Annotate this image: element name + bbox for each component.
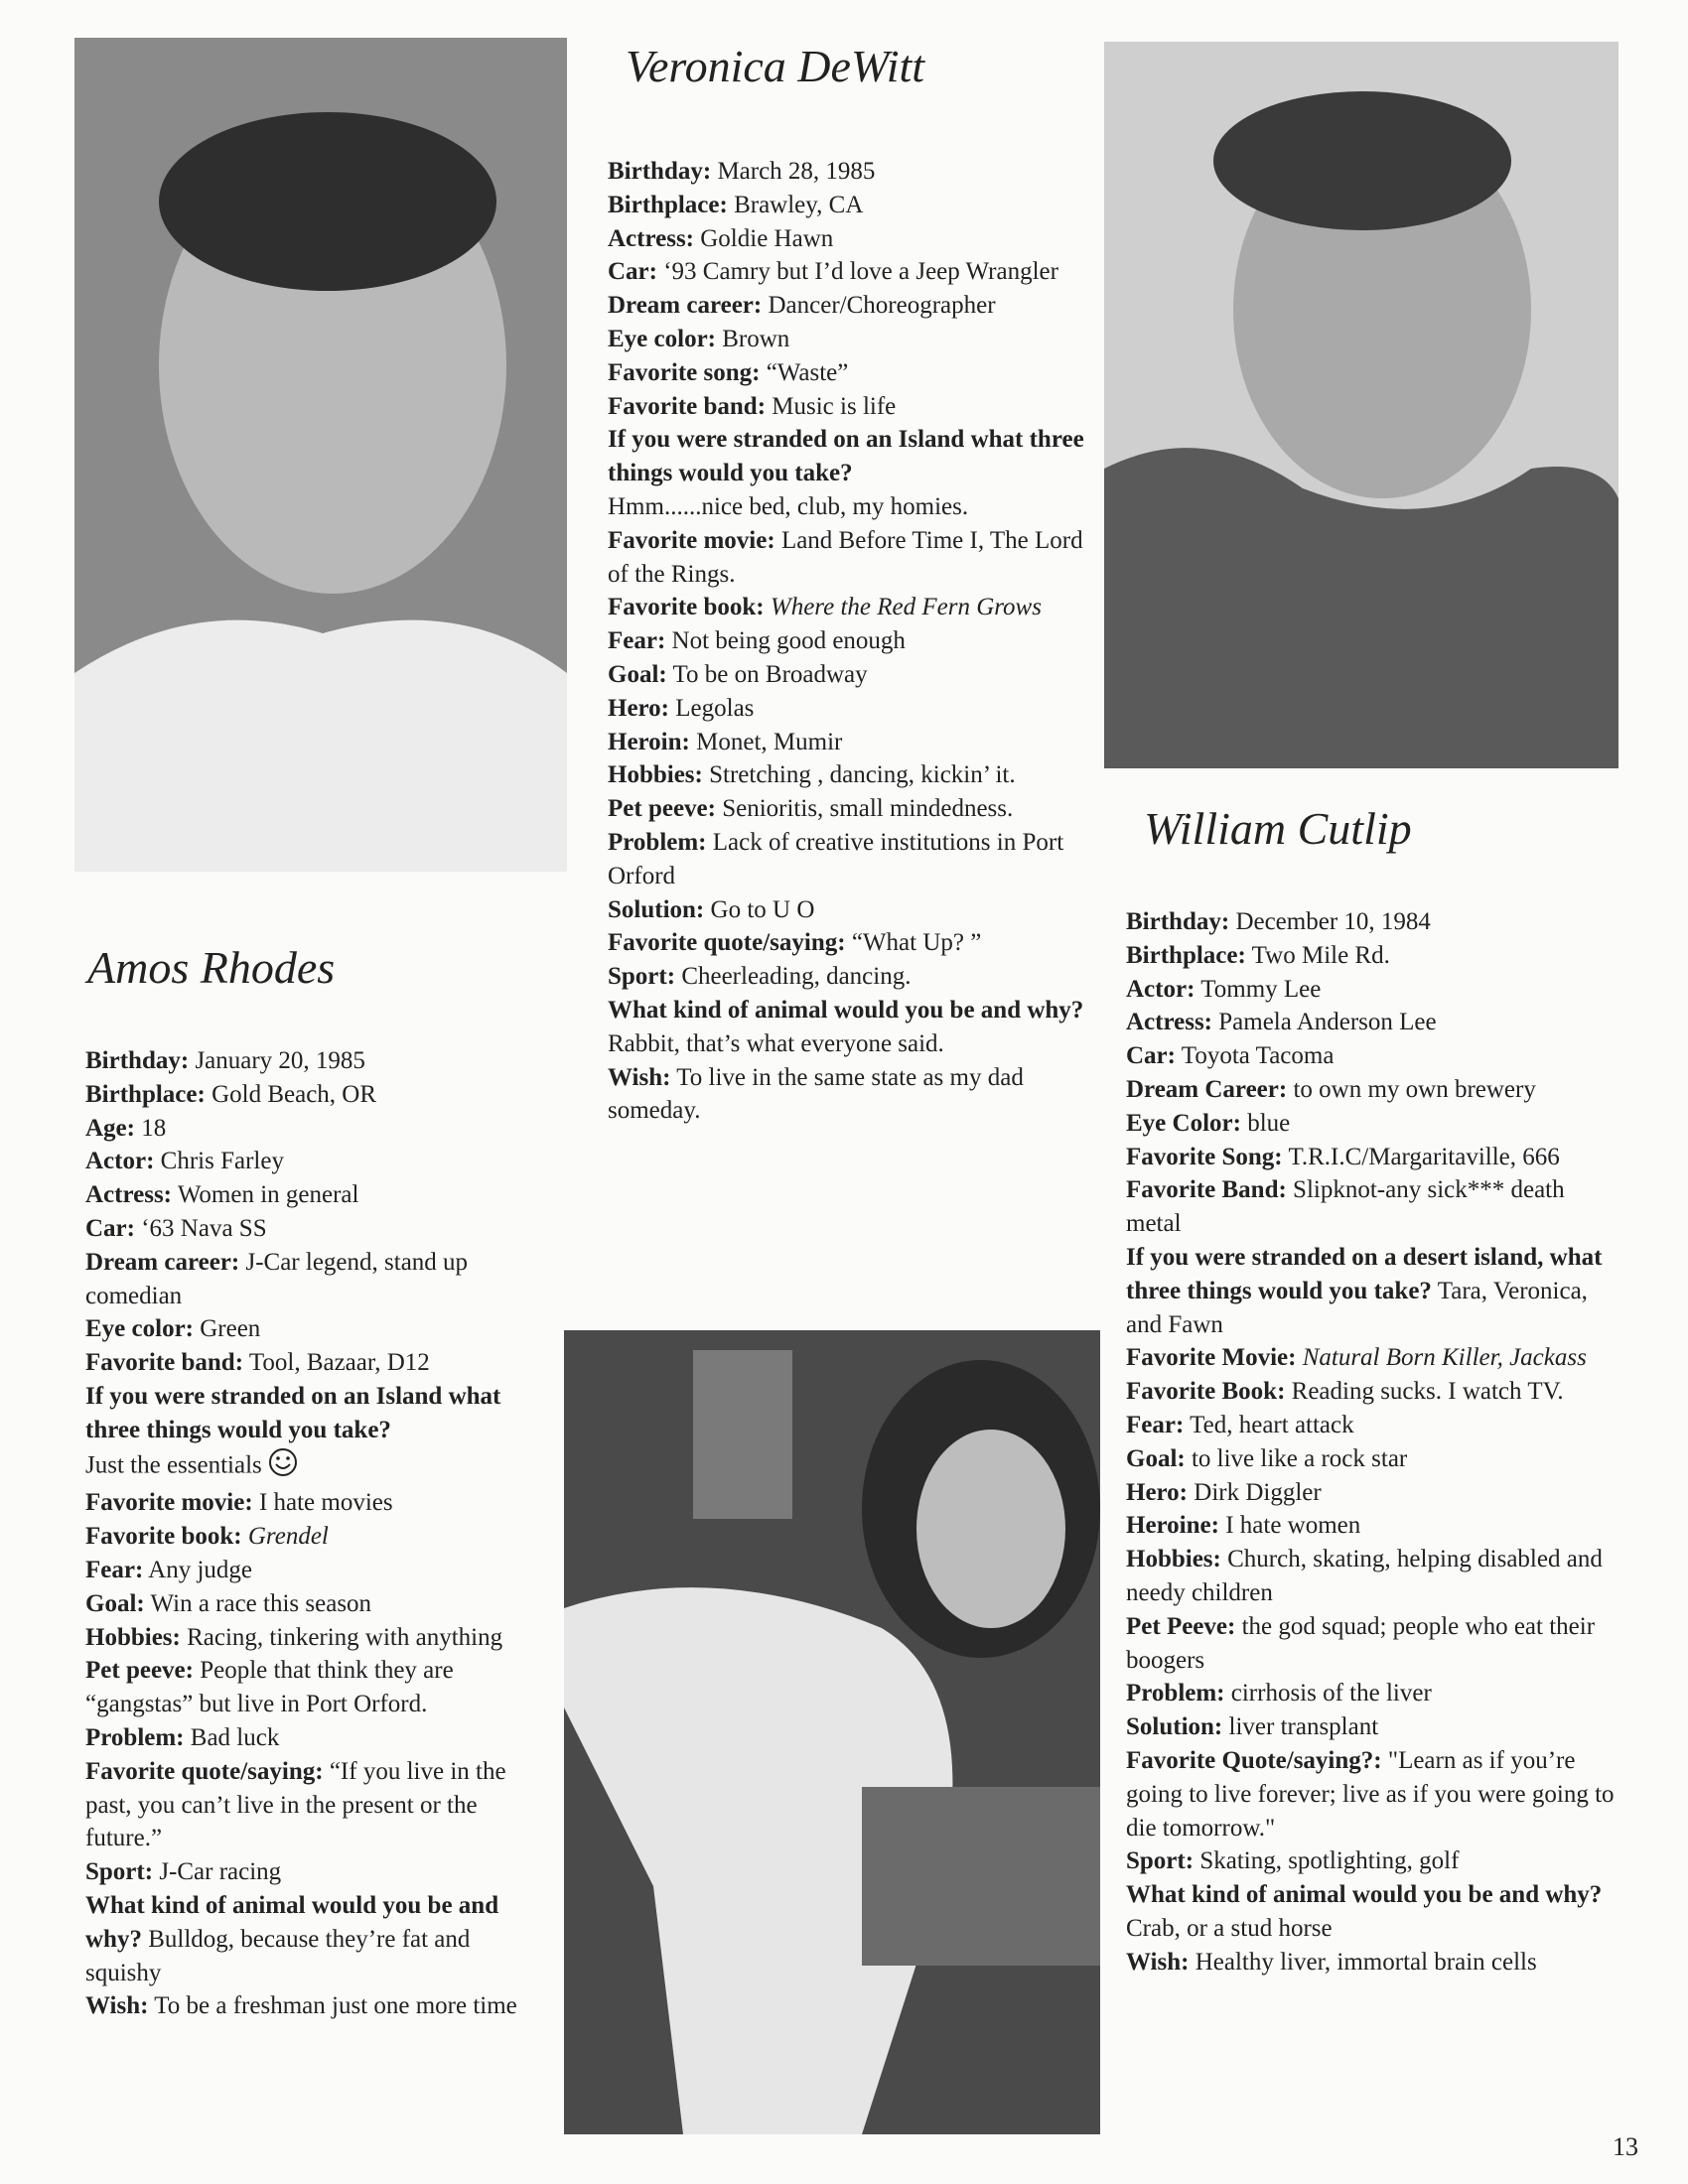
field-value: T.R.I.C/Margaritaville, 666: [1288, 1143, 1560, 1170]
field-label: Car:: [85, 1214, 135, 1242]
field-value: “Waste”: [766, 358, 849, 386]
profile-field: [608, 1061, 1084, 1129]
field-value: I hate women: [1225, 1512, 1361, 1540]
field-value: Racing, tinkering with anything: [187, 1623, 503, 1651]
field-value: Ted, heart attack: [1190, 1411, 1354, 1438]
field-value: J-Car racing: [159, 1858, 282, 1886]
field-value: Women in general: [177, 1181, 359, 1209]
field-label: Favorite Book:: [1126, 1378, 1286, 1406]
profile-field: [608, 591, 1084, 624]
field-value: Goldie Hawn: [700, 224, 834, 252]
profile-field: [608, 658, 1084, 692]
profile-field: [1126, 1610, 1622, 1678]
profile-field: [608, 994, 1084, 1061]
field-value: To live in the same state as my dad someday.: [608, 1063, 1024, 1125]
field-label: Dream career:: [608, 292, 763, 320]
portrait-silhouette: [74, 38, 567, 872]
field-label: Sport:: [85, 1858, 154, 1886]
profile-field: [85, 1212, 552, 1246]
profile-field: [608, 792, 1084, 826]
field-label: Age:: [85, 1114, 135, 1142]
field-value: Church, skating, helping disabled and needy children: [1126, 1546, 1603, 1606]
veronica-dewitt-photo: [564, 1330, 1100, 2134]
profile-field: [1126, 1107, 1622, 1141]
profile-field: [608, 624, 1084, 658]
field-value: Dancer/Choreographer: [768, 292, 996, 320]
field-label: Favorite quote/saying:: [608, 929, 846, 957]
field-label: Dream career:: [85, 1248, 240, 1276]
field-label: Goal:: [608, 660, 667, 688]
field-label: What kind of animal would you be and why?: [85, 1891, 499, 1953]
field-label: Wish:: [1126, 1948, 1190, 1976]
field-label: If you were stranded on a desert island, what three things would you take?: [1126, 1243, 1603, 1304]
field-value: “What Up? ”: [851, 929, 982, 957]
field-value: J-Car legend, stand up comedian: [85, 1248, 469, 1309]
field-label: Favorite song:: [608, 358, 761, 386]
profile-field: [1126, 1006, 1622, 1039]
amos-rhodes-photo: [74, 38, 567, 872]
profile-field: [1126, 1509, 1622, 1543]
field-value: Rabbit, that’s what everyone said.: [608, 1029, 944, 1057]
field-label: Actress:: [608, 224, 694, 252]
field-label: Problem:: [608, 828, 707, 856]
field-value: cirrhosis of the liver: [1230, 1680, 1432, 1707]
profile-field: [608, 826, 1084, 893]
profile-field: [85, 1380, 552, 1486]
field-label: Sport:: [608, 963, 676, 991]
field-value: To be a freshman just one more time: [154, 1992, 517, 2020]
field-value: 18: [141, 1114, 167, 1142]
amos-rhodes-name: Amos Rhodes: [87, 942, 336, 993]
profile-field: [608, 893, 1084, 927]
field-value: Brawley, CA: [734, 191, 864, 218]
field-value: Win a race this season: [150, 1589, 372, 1617]
field-value: Bad luck: [190, 1723, 280, 1751]
profile-field: [85, 1755, 552, 1855]
profile-field: [85, 1044, 552, 1078]
field-value: Just the essentials: [85, 1451, 262, 1479]
profile-field: [608, 155, 1084, 189]
profile-field: [85, 1855, 552, 1889]
field-value: Monet, Mumir: [696, 728, 843, 755]
field-label: Actress:: [1126, 1009, 1212, 1036]
field-value: Natural Born Killer, Jackass: [1302, 1344, 1587, 1372]
field-label: Problem:: [1126, 1680, 1225, 1707]
field-label: Wish:: [608, 1063, 671, 1091]
field-label: Hero:: [1126, 1478, 1189, 1506]
profile-field: [85, 1654, 552, 1721]
william-cutlip-profile: [1126, 905, 1622, 1979]
field-label: Eye Color:: [1126, 1109, 1241, 1137]
field-value: Any judge: [148, 1556, 253, 1583]
field-label: Birthday:: [85, 1047, 190, 1074]
field-label: Dream Career:: [1126, 1075, 1288, 1103]
field-value: December 10, 1984: [1235, 908, 1431, 935]
field-value: Toyota Tacoma: [1181, 1042, 1335, 1070]
profile-field: [608, 926, 1084, 960]
field-label: Birthday:: [1126, 908, 1230, 935]
field-label: Heroin:: [608, 728, 690, 755]
field-value: Bulldog, because they’re fat and squishy: [85, 1925, 471, 1986]
field-value: Hmm......nice bed, club, my homies.: [608, 492, 969, 520]
field-label: Pet peeve:: [85, 1657, 194, 1685]
field-label: Favorite book:: [608, 594, 765, 621]
field-value: Green: [200, 1315, 261, 1343]
profile-field: [85, 1178, 552, 1212]
profile-field: [1126, 1039, 1622, 1073]
field-label: Car:: [608, 258, 657, 286]
field-value: Cheerleading, dancing.: [681, 963, 912, 991]
field-label: Solution:: [1126, 1713, 1223, 1741]
profile-field: [1126, 1073, 1622, 1107]
profile-field: [1126, 939, 1622, 973]
profile-field: [1126, 1476, 1622, 1510]
field-label: Favorite band:: [608, 392, 767, 420]
field-value: Pamela Anderson Lee: [1218, 1009, 1437, 1036]
field-value: Go to U O: [710, 895, 815, 923]
field-label: Solution:: [608, 895, 705, 923]
profile-field: [608, 323, 1084, 356]
field-label: Hobbies:: [1126, 1546, 1221, 1573]
field-value: Crab, or a stud horse: [1126, 1914, 1333, 1942]
field-value: liver transplant: [1228, 1713, 1379, 1741]
field-label: Goal:: [85, 1589, 145, 1617]
field-label: Favorite book:: [85, 1523, 242, 1551]
field-label: Heroine:: [1126, 1512, 1219, 1540]
profile-field: [85, 1486, 552, 1520]
field-value: to own my own brewery: [1293, 1075, 1536, 1103]
field-value: Brown: [722, 325, 790, 352]
profile-field: [1126, 905, 1622, 939]
profile-field: [1126, 1744, 1622, 1844]
profile-field: [608, 423, 1084, 523]
field-label: Favorite Movie:: [1126, 1344, 1297, 1372]
profile-field: [85, 1246, 552, 1313]
field-label: Eye color:: [608, 325, 716, 352]
field-label: Favorite quote/saying:: [85, 1757, 324, 1785]
field-value: Slipknot-any sick*** death metal: [1126, 1176, 1565, 1238]
profile-field: [1126, 1677, 1622, 1710]
veronica-dewitt-name: Veronica DeWitt: [626, 41, 925, 91]
field-label: Favorite Quote/saying?:: [1126, 1746, 1382, 1774]
field-value: Stretching , dancing, kickin’ it.: [709, 761, 1016, 789]
field-value: "Learn as if you’re going to live forever; live as if you were going to die tomorrow.": [1126, 1746, 1615, 1842]
field-label: Pet Peeve:: [1126, 1612, 1236, 1640]
field-value: Dirk Diggler: [1194, 1478, 1322, 1506]
field-label: Favorite movie:: [608, 526, 775, 554]
field-label: Wish:: [85, 1992, 149, 2020]
field-value: I hate movies: [258, 1489, 393, 1517]
profile-field: [608, 390, 1084, 424]
profile-field: [608, 758, 1084, 792]
field-value: People that think they are “gangstas” but live in Port Orford.: [85, 1657, 454, 1718]
field-label: Fear:: [608, 627, 666, 655]
field-value: Not being good enough: [671, 627, 906, 655]
field-label: Favorite band:: [85, 1349, 244, 1377]
field-value: Skating, spotlighting, golf: [1199, 1847, 1460, 1875]
profile-field: [85, 1554, 552, 1587]
field-value: Two Mile Rd.: [1251, 941, 1390, 969]
field-label: Birthday:: [608, 158, 712, 185]
profile-field: [1126, 1710, 1622, 1744]
field-value: ‘63 Nava SS: [141, 1214, 267, 1242]
profile-field: [85, 1989, 552, 2023]
profile-field: [608, 726, 1084, 759]
field-value: Gold Beach, OR: [211, 1080, 377, 1108]
profile-field: [1126, 1844, 1622, 1878]
field-label: If you were stranded on an Island what three things would you take?: [85, 1382, 501, 1443]
field-value: Where the Red Fern Grows: [770, 594, 1042, 621]
field-value: “If you live in the past, you can’t live in the present or the future.”: [85, 1757, 506, 1852]
field-label: Hobbies:: [85, 1623, 181, 1651]
profile-field: [608, 692, 1084, 726]
profile-field: [85, 1587, 552, 1621]
field-label: Birthplace:: [1126, 941, 1246, 969]
field-value: Lack of creative institutions in Port Orford: [608, 828, 1064, 889]
profile-field: [1126, 1173, 1622, 1241]
field-value: January 20, 1985: [195, 1047, 365, 1074]
field-value: Healthy liver, immortal brain cells: [1195, 1948, 1537, 1976]
william-cutlip-name: William Cutlip: [1144, 803, 1412, 854]
veronica-dewitt-profile: [608, 155, 1084, 1128]
field-label: If you were stranded on an Island what three things would you take?: [608, 426, 1084, 487]
field-value: Land Before Time I, The Lord of the Rings.: [608, 526, 1083, 588]
field-value: Senioritis, small mindedness.: [722, 795, 1014, 823]
profile-field: [1126, 1241, 1622, 1341]
field-label: Eye color:: [85, 1315, 194, 1343]
profile-field: [85, 1889, 552, 1989]
field-value: Tommy Lee: [1200, 975, 1322, 1003]
profile-field: [608, 289, 1084, 323]
profile-field: [1126, 1946, 1622, 1979]
profile-field: [1126, 1878, 1622, 1946]
field-label: Problem:: [85, 1723, 185, 1751]
field-label: Actor:: [85, 1148, 155, 1175]
field-value: Reading sucks. I watch TV.: [1291, 1378, 1564, 1406]
profile-field: [85, 1312, 552, 1346]
field-label: Fear:: [1126, 1411, 1185, 1438]
profile-field: [1126, 973, 1622, 1007]
profile-field: [608, 524, 1084, 592]
field-label: Favorite movie:: [85, 1489, 253, 1517]
field-label: Birthplace:: [85, 1080, 206, 1108]
field-value: To be on Broadway: [672, 660, 868, 688]
field-value: to live like a rock star: [1191, 1444, 1408, 1472]
profile-field: [85, 1721, 552, 1755]
profile-field: [1126, 1141, 1622, 1174]
field-label: Favorite Band:: [1126, 1176, 1287, 1204]
field-value: Tool, Bazaar, D12: [248, 1349, 430, 1377]
field-label: Fear:: [85, 1556, 144, 1583]
profile-field: [85, 1346, 552, 1380]
profile-field: [608, 356, 1084, 390]
amos-rhodes-profile: [85, 1044, 552, 2023]
field-label: Pet peeve:: [608, 795, 716, 823]
profile-field: [1126, 1341, 1622, 1375]
profile-field: [85, 1078, 552, 1112]
profile-field: [1126, 1409, 1622, 1442]
field-value: Grendel: [247, 1523, 329, 1551]
candid-photo-silhouette: [564, 1330, 1100, 2134]
field-label: Actress:: [85, 1181, 172, 1209]
field-value: Legolas: [675, 694, 755, 722]
profile-field: [85, 1621, 552, 1655]
field-label: Hero:: [608, 694, 670, 722]
field-label: Goal:: [1126, 1444, 1186, 1472]
field-label: Hobbies:: [608, 761, 703, 789]
profile-field: [608, 960, 1084, 994]
field-value: March 28, 1985: [717, 158, 876, 185]
profile-field: [608, 255, 1084, 289]
profile-field: [1126, 1543, 1622, 1610]
field-label: Actor:: [1126, 975, 1196, 1003]
profile-field: [85, 1112, 552, 1146]
profile-field: [1126, 1442, 1622, 1476]
smiley-face-icon: [268, 1447, 298, 1487]
profile-field: [85, 1520, 552, 1554]
field-value: ‘93 Camry but I’d love a Jeep Wrangler: [663, 258, 1058, 286]
field-value: the god squad; people who eat their boogers: [1126, 1612, 1596, 1674]
field-value: Music is life: [772, 392, 897, 420]
profile-field: [85, 1145, 552, 1178]
profile-field: [608, 222, 1084, 256]
profile-field: [608, 189, 1084, 222]
field-label: Favorite Song:: [1126, 1143, 1283, 1170]
field-label: What kind of animal would you be and why?: [608, 996, 1084, 1024]
field-label: Sport:: [1126, 1847, 1195, 1875]
field-label: Car:: [1126, 1042, 1176, 1070]
william-cutlip-photo: [1104, 42, 1618, 768]
field-value: blue: [1247, 1109, 1291, 1137]
profile-field: [1126, 1375, 1622, 1409]
portrait-silhouette: [1104, 42, 1618, 768]
field-label: What kind of animal would you be and why?: [1126, 1881, 1603, 1909]
field-value: Chris Farley: [160, 1148, 284, 1175]
page-number: 13: [1613, 2132, 1638, 2161]
field-label: Birthplace:: [608, 191, 728, 218]
field-value: Tara, Veronica, and Fawn: [1126, 1277, 1588, 1338]
